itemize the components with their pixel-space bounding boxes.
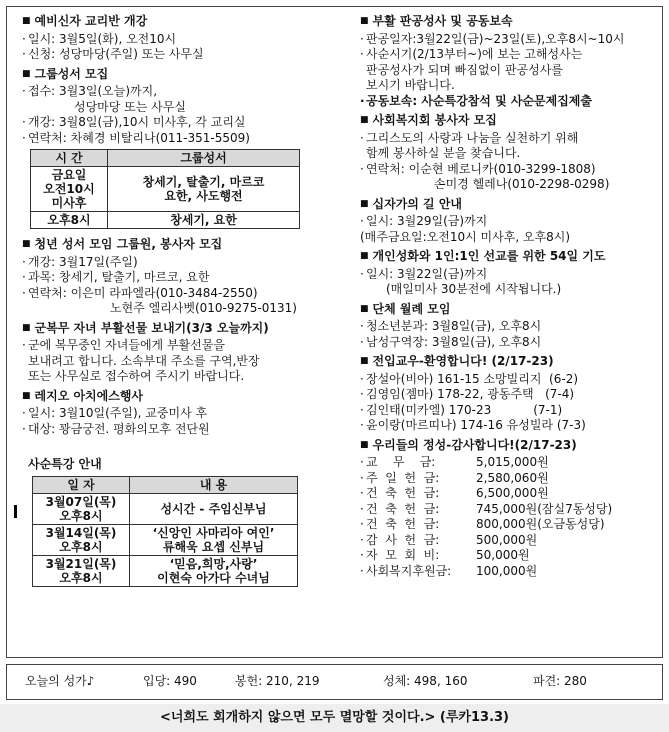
text-line: · 일시: 3월10일(주일), 교중미사 후 [22,406,344,422]
table-header: 내 용 [130,476,298,493]
section-title: 전입교우-환영합니다! (2/17-23) [372,354,554,368]
text-line: · 장설아(비아) 161-15 소망빌리지 (6-2) [360,372,660,388]
prayer-section [360,249,660,298]
text-line: 성당마당 또는 사무실 [74,99,186,114]
text-line: · 군에 복무중인 자녀들에게 부활선물을 [22,338,344,354]
military-gift-section [22,321,344,385]
offering-label: · 건 축 헌 금: [366,501,440,516]
text-line: 보시기 바랍니다. [366,78,455,92]
text-line: · 연락처: 이은미 라파엘라(010-3484-2550) [22,286,344,302]
offering-label: · 건 축 헌 금: [366,517,440,531]
square-bullet-icon: ■ [360,198,369,209]
table-header: 그룹성서 [108,150,300,167]
text-line: · 대상: 꽝금궁전. 평화의모후 전단원 [22,422,344,438]
offering-label: · 건 축 헌 금: [366,486,440,500]
offering-label: · 주 일 헌 금: [366,470,440,485]
table-cell: 창세기, 탈출기, 마르코 요한, 사도행전 [108,167,300,212]
offering-row [360,517,660,533]
left-column [22,14,344,591]
table-header: 일 자 [33,476,130,493]
section-title: 우리들의 정성-감사합니다!(2/17-23) [372,437,577,452]
offering-row [360,502,660,518]
offering-amount: 5,015,000원 [476,455,549,469]
square-bullet-icon: ■ [360,16,369,26]
text-line: · 개강: 3월8일(금),10시 미사후, 각 교리실 [22,115,344,131]
group-bible-table [30,149,300,229]
text-line: · 김영임(젬마) 178-22, 광동주택 (7-4) [360,387,660,403]
group-bible-section [22,67,344,230]
youth-bible-section [22,237,344,317]
text-line: 또는 사무실로 접수하여 주시기 바랍니다. [28,369,245,383]
text-line: · 그리스도의 사랑과 나눔을 실천하기 위해 [360,131,660,147]
hymn-entrance: 입당: 490 [143,674,197,689]
square-bullet-icon: ■ [360,251,369,261]
table-cell: 오후8시 [31,212,108,229]
square-bullet-icon: ■ [22,239,31,249]
table-cell: 창세기, 요한 [108,212,300,229]
stations-section [360,197,660,246]
square-bullet-icon: ■ [360,303,369,314]
section-title: 사회복지회 봉사자 모집 [372,113,497,127]
newcomers-section [360,354,660,434]
section-title: 군복무 자녀 부활선물 보내기(3/3 오늘까지) [34,320,269,335]
table-cell: ‘믿음,희망,사랑’ 이현숙 아가다 수녀님 [130,555,298,586]
text-line: 함께 봉사하실 분을 찾습니다. [366,146,521,160]
right-column [360,14,660,583]
offering-row [360,564,660,580]
offering-label: · 감 사 헌 금: [366,532,440,547]
offering-amount: 2,580,060원 [476,470,549,485]
table-cell: 3월21일(목) 오후8시 [33,555,130,586]
offering-amount: 50,000원 [476,548,530,562]
confession-section [360,14,660,109]
text-line: · 일시: 3월22일(금)까지 [360,267,660,283]
legio-section [22,389,344,438]
offering-label: · 사회복지후원금: [366,563,452,578]
section-title: 개인성화와 1인:1인 선교를 위한 54일 기도 [372,249,606,263]
hymn-recessional: 파견: 280 [533,674,587,689]
text-line: · 사순시기(2/13부터~)에 보는 고해성사는 [360,47,660,63]
table-cell: 3월07일(목) 오후8시 [33,493,130,524]
text-line: · 연락처: 이순현 베로니카(010-3299-1808) [360,162,660,178]
section-title: 청년 성서 모임 그룹원, 봉사자 모집 [34,237,223,251]
section-title: 단체 월례 모임 [372,301,451,316]
table-cell: 3월14일(목) 오후8시 [33,524,130,555]
monthly-meeting-section [360,302,660,351]
square-bullet-icon: ■ [22,68,31,79]
offering-row [360,486,660,502]
offering-amount: 500,000원 [476,532,538,547]
table-cell: 성시간 - 주임신부님 [130,493,298,524]
text-line: · 김인태(미카엘) 170-23 (7-1) [360,403,660,419]
offering-amount: 6,500,000원 [476,486,549,500]
square-bullet-icon: ■ [360,439,369,450]
offering-row [360,455,660,471]
text-line: · 일시: 3월5일(화), 오전10시 [22,32,344,48]
text-line: · 연락처: 차혜경 비탈리나(011-351-5509) [22,131,344,147]
offering-row [360,548,660,564]
offering-row [360,533,660,549]
lent-lecture-table [32,476,298,587]
section-title: 레지오 아치에스행사 [34,388,144,403]
square-bullet-icon: ■ [360,115,369,125]
square-bullet-icon: ■ [360,356,369,366]
text-line: · 공동보속: 사순특강참석 및 사순문제집제출 [360,94,660,110]
lent-lecture-section [22,457,344,587]
text-line: · 청소년분과: 3월8일(금), 오후8시 [360,319,660,335]
text-line: · 남성구역장: 3월8일(금), 오후8시 [360,335,660,351]
square-bullet-icon: ■ [22,322,31,333]
text-line: · 일시: 3월29일(금)까지 [360,214,660,230]
table-header: 시 간 [31,150,108,167]
offering-amount: 745,000원(잠실7동성당) [476,501,613,516]
square-bullet-icon: ■ [22,390,31,401]
section-title: 예비신자 교리반 개강 [34,14,148,28]
text-line: · 접수: 3월3일(오늘)까지, [22,84,344,100]
text-line: · 개강: 3월17일(주일) [22,255,344,271]
square-bullet-icon: ■ [22,16,31,26]
table-cell: ‘신앙인 사마리아 여인’ 류해욱 요셉 신부님 [130,524,298,555]
text-line: · 신청: 성당마당(주일) 또는 사무실 [22,47,344,63]
text-line: (매주금요일:오전10시 미사후, 오후8시) [360,229,571,244]
section-title: 사순특강 안내 [28,457,102,471]
hymn-offertory: 봉헌: 210, 219 [235,674,320,689]
text-line: · 윤이랑(마르띠나) 174-16 유성빌라 (7-3) [360,418,660,434]
text-line: 보내려고 합니다. 소속부대 주소를 구역,반장 [28,353,260,368]
section-title: 십자가의 길 안내 [372,196,463,211]
section-title: 부활 판공성사 및 공동보속 [372,14,513,28]
welfare-section [360,113,660,193]
text-line: · 과목: 창세기, 탈출기, 마르코, 요한 [22,270,344,286]
table-cell: 금요일 오전10시 미사후 [31,167,108,212]
text-line: 손미경 헬레나(010-2298-0298) [434,177,610,191]
catechumen-section [22,14,344,63]
bible-verse: <너희도 회개하지 않으면 모두 멸망할 것이다.> (루카13.3) [0,704,669,732]
offering-amount: 100,000원 [476,563,538,578]
hymn-label: 오늘의 성가♪ [25,674,95,689]
offering-label: · 교 무 금: [366,455,436,469]
hymn-communion: 성체: 498, 160 [383,674,468,689]
section-marker [14,505,17,518]
offering-label: · 자 모 회 비: [366,548,440,562]
section-title: 그룹성서 모집 [34,66,109,81]
offering-row [360,471,660,487]
text-line: 노현주 엘리사벳(010-9275-0131) [110,301,297,315]
text-line: 판공성사가 되며 빠짐없이 판공성사를 [366,62,563,77]
text-line: · 판공일자:3월22일(금)~23일(토),오후8시~10시 [360,32,660,48]
offering-amount: 800,000원(오금동성당) [476,517,605,531]
text-line: (매일미사 30분전에 시작됩니다.) [386,282,562,296]
offering-section [360,438,660,580]
hymn-bar [6,664,663,700]
